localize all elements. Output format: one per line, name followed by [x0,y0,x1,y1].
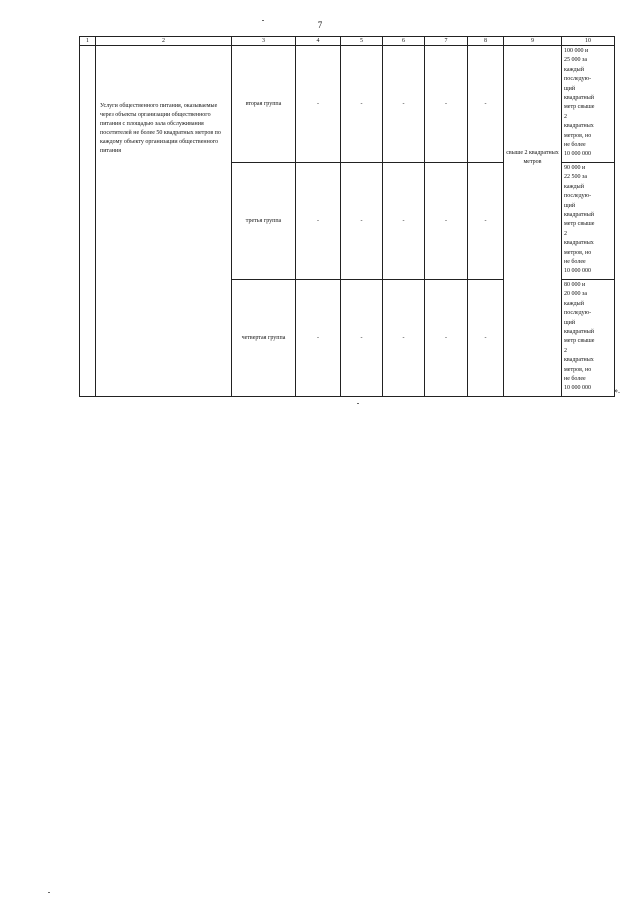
rate-line: каждый [564,300,584,307]
dash-cell: - [425,280,468,397]
dash-cell: - [341,46,383,163]
rate-line: 2 [564,230,567,237]
rate-line: 25 000 за [564,57,588,64]
tariff-table [79,36,615,397]
rate-line: метров, но [564,249,592,256]
rate-line: последую- [564,76,592,83]
rate-line: щий [564,319,576,326]
page-number: 7 [317,20,323,30]
rate-line: 80 000 и [564,282,586,288]
header-cell: 5 [341,37,383,46]
dash-cell: - [296,163,341,280]
rate-line: квадратный [564,212,594,219]
header-cell: 4 [296,37,341,46]
group-cell: третья группа [232,163,296,280]
rate-line: каждый [564,183,584,190]
unit-note [504,46,562,397]
rate-line: квадратный [564,95,594,102]
dash-cell: - [425,163,468,280]
rate-line: 10 000 000 [564,385,591,392]
rate-line: 2 [564,347,567,354]
rate-line: последую- [564,310,592,317]
rate-line: метр свыше [564,221,595,228]
dash-cell: - [296,46,341,163]
rate-line: 2 [564,113,567,120]
service-description-text: Услуги общественного питания, оказываемые через объекты организации общественного питания с площадью зала обслуживания посетителей не более 50 квадратных метров по каждому объекту организации общественного питания [100,103,221,154]
header-cell: 8 [468,37,504,46]
rate-line: 10 000 000 [564,268,591,275]
rate-line: квадратный [564,329,594,336]
group-cell: четвертая группа [232,280,296,397]
rate-line: 22 500 за [564,174,588,181]
rate-line: каждый [564,66,584,73]
scan-speck [48,892,50,893]
rate-cell [562,46,615,163]
service-description [96,46,232,397]
rate-line: метр свыше [564,104,595,111]
header-cell: 10 [562,37,615,46]
rate-line: не более [564,376,586,383]
header-cell: 1 [80,37,96,46]
scan-speck [262,20,264,21]
rate-line: 100 000 и [564,48,589,54]
rate-line: метр свыше [564,338,595,345]
rate-line: квадратных [564,240,594,247]
dash-cell: - [425,46,468,163]
dash-cell: - [468,163,504,280]
rate-line: метров, но [564,132,592,139]
rate-cell [562,163,615,280]
dash-cell: - [383,280,425,397]
rate-line: 20 000 за [564,291,588,298]
dash-cell: - [468,280,504,397]
dash-cell: - [296,280,341,397]
unit-note-text: свыше 2 квадратных метров [506,150,559,165]
group-cell: вторая группа [232,46,296,163]
rate-line: не более [564,259,586,266]
rate-cell [562,280,615,397]
header-row [80,37,615,46]
table-row [80,46,615,163]
dash-cell: - [341,163,383,280]
header-cell: 2 [96,37,232,46]
dash-cell: - [383,46,425,163]
row-number-cell [80,46,96,397]
header-cell: 9 [504,37,562,46]
rate-line: последую- [564,193,592,200]
dash-cell: - [341,280,383,397]
closing-mark: ». [614,386,620,395]
header-cell: 7 [425,37,468,46]
rate-line: 90 000 и [564,165,586,171]
dash-cell: - [468,46,504,163]
rate-line: метров, но [564,366,592,373]
rate-line: щий [564,85,576,92]
rate-line: квадратных [564,123,594,130]
rate-line: не более [564,142,586,149]
rate-line: щий [564,202,576,209]
dash-cell: - [383,163,425,280]
scan-speck [357,403,359,404]
header-cell: 3 [232,37,296,46]
header-cell: 6 [383,37,425,46]
rate-line: 10 000 000 [564,151,591,158]
rate-line: квадратных [564,357,594,364]
